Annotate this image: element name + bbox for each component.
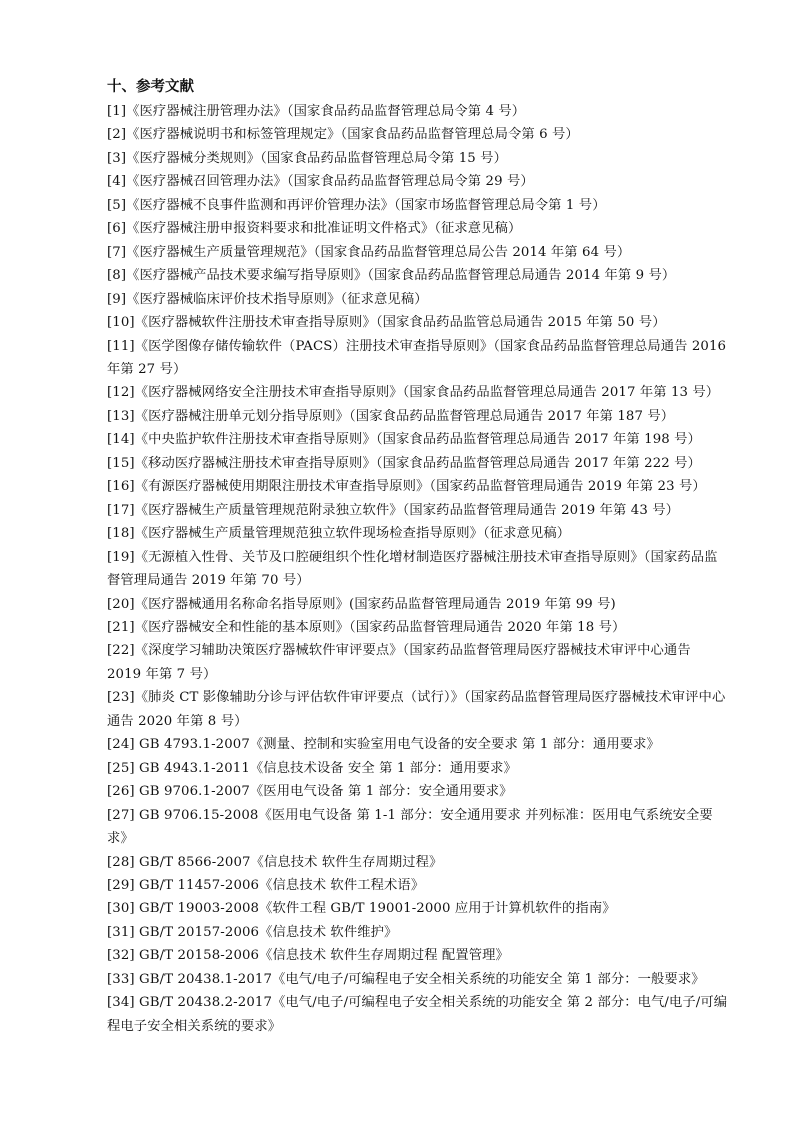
reference-item: [15]《移动医疗器械注册技术审查指导原则》（国家食品药品监督管理总局通告 2017 年第 222 号） xyxy=(107,455,701,471)
reference-item: [12]《医疗器械网络安全注册技术审查指导原则》（国家食品药品监督管理总局通告 2017 年第 13 号） xyxy=(107,385,720,401)
reference-item: [30] GB/T 19003-2008《软件工程 GB/T 19001-2000 应用于计算机软件的指南》 xyxy=(107,901,616,917)
reference-item: [20]《医疗器械通用名称命名指导原则》(国家药品监督管理局通告 2019 年第 99 号) xyxy=(107,596,616,612)
reference-item: [26] GB 9706.1-2007《医用电气设备 第 1 部分：安全通用要求》 xyxy=(107,784,513,800)
reference-item: [34] GB/T 20438.2-2017《电气/电子/可编程电子安全相关系统的功能安全 第 2 部分：电气/电子/可编程电子安全相关系统的要求》 xyxy=(107,995,728,1034)
reference-item: [2]《医疗器械说明书和标签管理规定》（国家食品药品监督管理总局令第 6 号） xyxy=(107,127,579,143)
reference-item: [6]《医疗器械注册申报资料要求和批准证明文件格式》（征求意见稿） xyxy=(107,221,522,237)
reference-item: [23]《肺炎 CT 影像辅助分诊与评估软件审评要点（试行）》（国家药品监督管理局医疗器械技术审评中心通告 2020 年第 8 号） xyxy=(107,690,726,729)
reference-item: [8]《医疗器械产品技术要求编写指导原则》（国家食品药品监督管理总局通告 2014 年第 9 号） xyxy=(107,268,676,284)
reference-item: [10]《医疗器械软件注册技术审查指导原则》（国家食品药品监管总局通告 2015 年第 50 号） xyxy=(107,315,666,331)
reference-item: [33] GB/T 20438.1-2017《电气/电子/可编程电子安全相关系统的功能安全 第 1 部分：一般要求》 xyxy=(107,971,705,987)
section-title: 十、参考文献 xyxy=(107,79,194,95)
reference-item: [13]《医疗器械注册单元划分指导原则》（国家食品药品监督管理总局通告 2017 年第 187 号） xyxy=(107,408,675,424)
reference-item: [1]《医疗器械注册管理办法》（国家食品药品监督管理总局令第 4 号） xyxy=(107,104,526,119)
reference-item: [29] GB/T 11457-2006《信息技术 软件工程术语》 xyxy=(107,877,425,893)
reference-item: [31] GB/T 20157-2006《信息技术 软件维护》 xyxy=(107,924,398,940)
reference-item: [3]《医疗器械分类规则》（国家食品药品监督管理总局令第 15 号） xyxy=(107,150,507,166)
reference-list xyxy=(83,100,729,1038)
reference-item: [16]《有源医疗器械使用期限注册技术审查指导原则》（国家药品监督管理局通告 2019 年第 23 号） xyxy=(107,479,706,495)
reference-item: [5]《医疗器械不良事件监测和再评价管理办法》（国家市场监督管理总局令第 1 号） xyxy=(107,197,606,213)
reference-item: [14]《中央监护软件注册技术审查指导原则》（国家食品药品监督管理总局通告 2017 年第 198 号） xyxy=(107,432,701,448)
reference-item: [28] GB/T 8566-2007《信息技术 软件生存周期过程》 xyxy=(107,854,443,870)
reference-item: [11]《医学图像存储传输软件（PACS）注册技术审查指导原则》（国家食品药品监督管理总局通告 2016 年第 27 号） xyxy=(107,338,727,377)
reference-item: [24] GB 4793.1-2007《测量、控制和实验室用电气设备的安全要求 第 1 部分：通用要求》 xyxy=(107,737,660,753)
reference-item: [18]《医疗器械生产质量管理规范独立软件现场检查指导原则》（征求意见稿） xyxy=(107,526,571,542)
reference-item: [32] GB/T 20158-2006《信息技术 软件生存周期过程 配置管理》 xyxy=(107,948,509,964)
reference-item: [22]《深度学习辅助决策医疗器械软件审评要点》（国家药品监督管理局医疗器械技术审评中心通告 2019 年第 7 号） xyxy=(107,643,691,682)
reference-item: [4]《医疗器械召回管理办法》（国家食品药品监督管理总局令第 29 号） xyxy=(107,174,534,190)
reference-item: [25] GB 4943.1-2011《信息技术设备 安全 第 1 部分：通用要求》 xyxy=(107,760,517,776)
reference-item: [9]《医疗器械临床评价技术指导原则》（征求意见稿） xyxy=(107,291,428,307)
reference-item: [17]《医疗器械生产质量管理规范附录独立软件》（国家药品监督管理局通告 2019 年第 43 号） xyxy=(107,502,679,518)
reference-item: [19]《无源植入性骨、关节及口腔硬组织个性化增材制造医疗器械注册技术审查指导原则》（国家药品监督管理局通告 2019 年第 70 号） xyxy=(107,549,718,589)
reference-item: [27] GB 9706.15-2008《医用电气设备 第 1-1 部分：安全通用要求 并列标准：医用电气系统安全要求》 xyxy=(107,807,713,847)
reference-item: [7]《医疗器械生产质量管理规范》（国家食品药品监督管理总局公告 2014 年第 64 号） xyxy=(107,244,631,260)
reference-item: [21]《医疗器械安全和性能的基本原则》（国家药品监督管理局通告 2020 年第 18 号） xyxy=(107,619,626,635)
